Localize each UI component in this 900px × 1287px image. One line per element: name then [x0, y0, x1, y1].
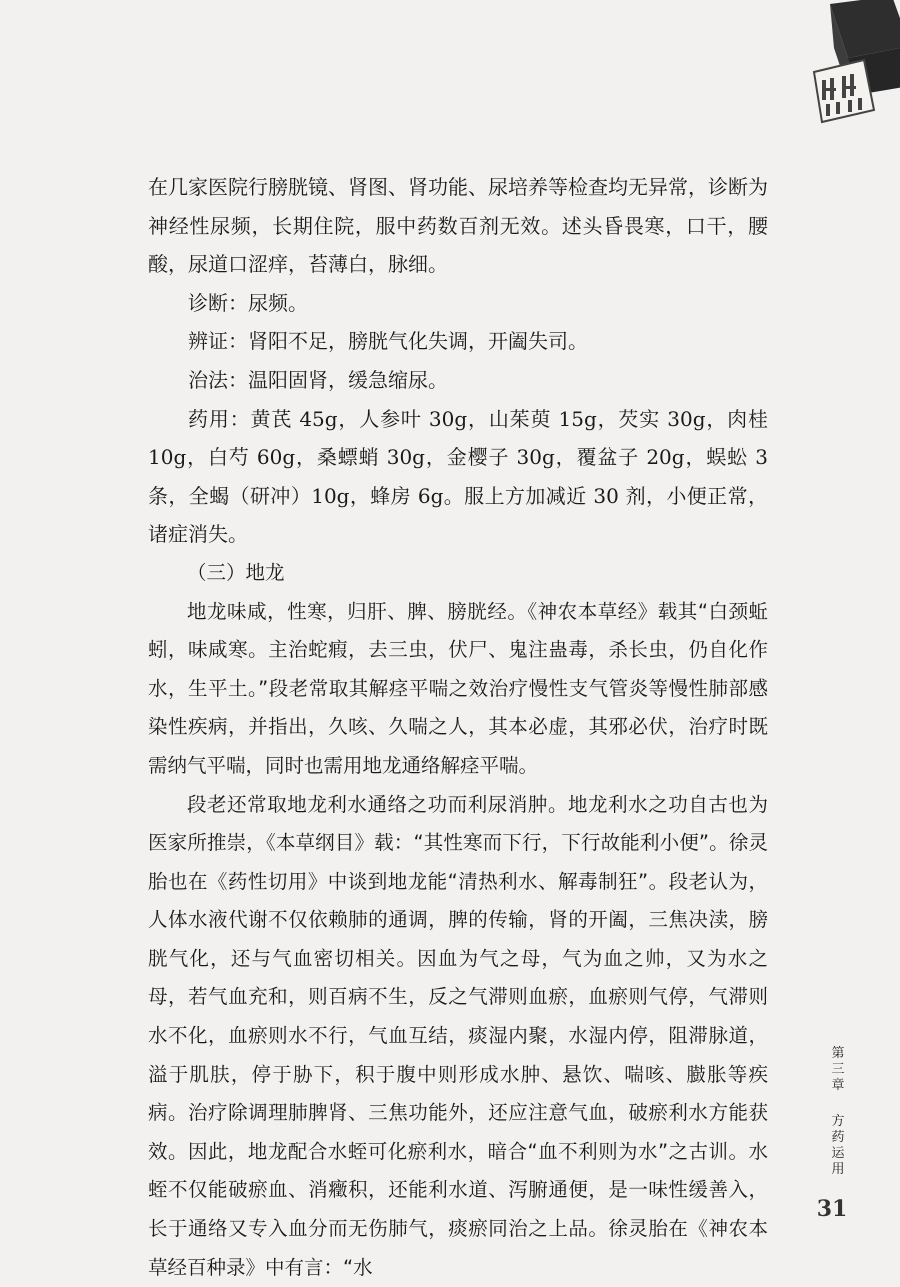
main-text [148, 168, 768, 1287]
side-label-char: 药 [823, 1130, 853, 1146]
paragraph-dilong-intro: 地龙味咸，性寒，归肝、脾、膀胱经。《神农本草经》载其“白颈蚯蚓，味咸寒。主治蛇瘕，去三虫，伏尸、鬼注蛊毒，杀长虫，仍自化作水，生平土。”段老常取其解痉平喘之效治疗慢性支气管炎等慢性肺部感染性疾病，并指出，久咳、久喘之人，其本必虚，其邪必伏，治疗时既需纳气平喘，同时也需用地龙通络解痉平喘。 [148, 593, 768, 786]
page-number: 31 [808, 1196, 856, 1222]
paragraph-treatment: 治法：温阳固肾，缓急缩尿。 [148, 361, 768, 400]
side-label-char: 方 [823, 1114, 853, 1130]
side-label-char: 用 [823, 1162, 853, 1178]
paragraph-case-history: 在几家医院行膀胱镜、肾图、肾功能、尿培养等检查均无异常，诊断为神经性尿频，长期住院，服中药数百剂无效。述头昏畏寒，口干，腰酸，尿道口涩痒，苔薄白，脉细。 [148, 168, 768, 284]
paragraph-prescription: 药用：黄芪 45g，人参叶 30g，山茱萸 15g，芡实 30g，肉桂 10g，白芍 60g，桑螵蛸 30g，金樱子 30g，覆盆子 20g，蜈蚣 3 条，全蝎（研冲）10g，蜂房 6g。服上方加减近 30 剂，小便正常，诸症消失。 [148, 400, 768, 554]
section-label [823, 1114, 853, 1178]
side-label-char: 三 [823, 1062, 853, 1078]
chapter-label [823, 1046, 853, 1094]
side-label-char: 运 [823, 1146, 853, 1162]
paragraph-syndrome: 辨证：肾阳不足，膀胱气化失调，开阖失司。 [148, 322, 768, 361]
side-label-char: 章 [823, 1078, 853, 1094]
paragraph-diagnosis: 诊断：尿频。 [148, 284, 768, 323]
paragraph-dilong-diuresis: 段老还常取地龙利水通络之功而利尿消肿。地龙利水之功自古也为医家所推崇，《本草纲目》载：“其性寒而下行，下行故能利小便”。徐灵胎也在《药性切用》中谈到地龙能“清热利水、解毒制狂”。段老认为，人体水液代谢不仅依赖肺的通调，脾的传输，肾的开阖，三焦决渎，膀胱气化，还与气血密切相关。因血为气之母，气为血之帅，又为水之母，若气血充和，则百病不生，反之气滞则血瘀，血瘀则气停，气滞则水不化，血瘀则水不行，气血互结，痰湿内聚，水湿内停，阻滞脉道，溢于肌肤，停于胁下，积于腹中则形成水肿、悬饮、喘咳、臌胀等疾病。治疗除调理肺脾肾、三焦功能外，还应注意气血，破瘀利水方能获效。因此，地龙配合水蛭可化瘀利水，暗合“血不利则为水”之古训。水蛭不仅能破瘀血、消癥积，还能利水道、泻腑通便，是一味性缓善入，长于通络又专入血分而无伤肺气，痰瘀同治之上品。徐灵胎在《神农本草经百种录》中有言：“水 [148, 786, 768, 1287]
section-heading: （三）地龙 [148, 554, 768, 593]
side-label-char: 第 [823, 1046, 853, 1062]
seal-stamp-illustration [792, 0, 900, 130]
